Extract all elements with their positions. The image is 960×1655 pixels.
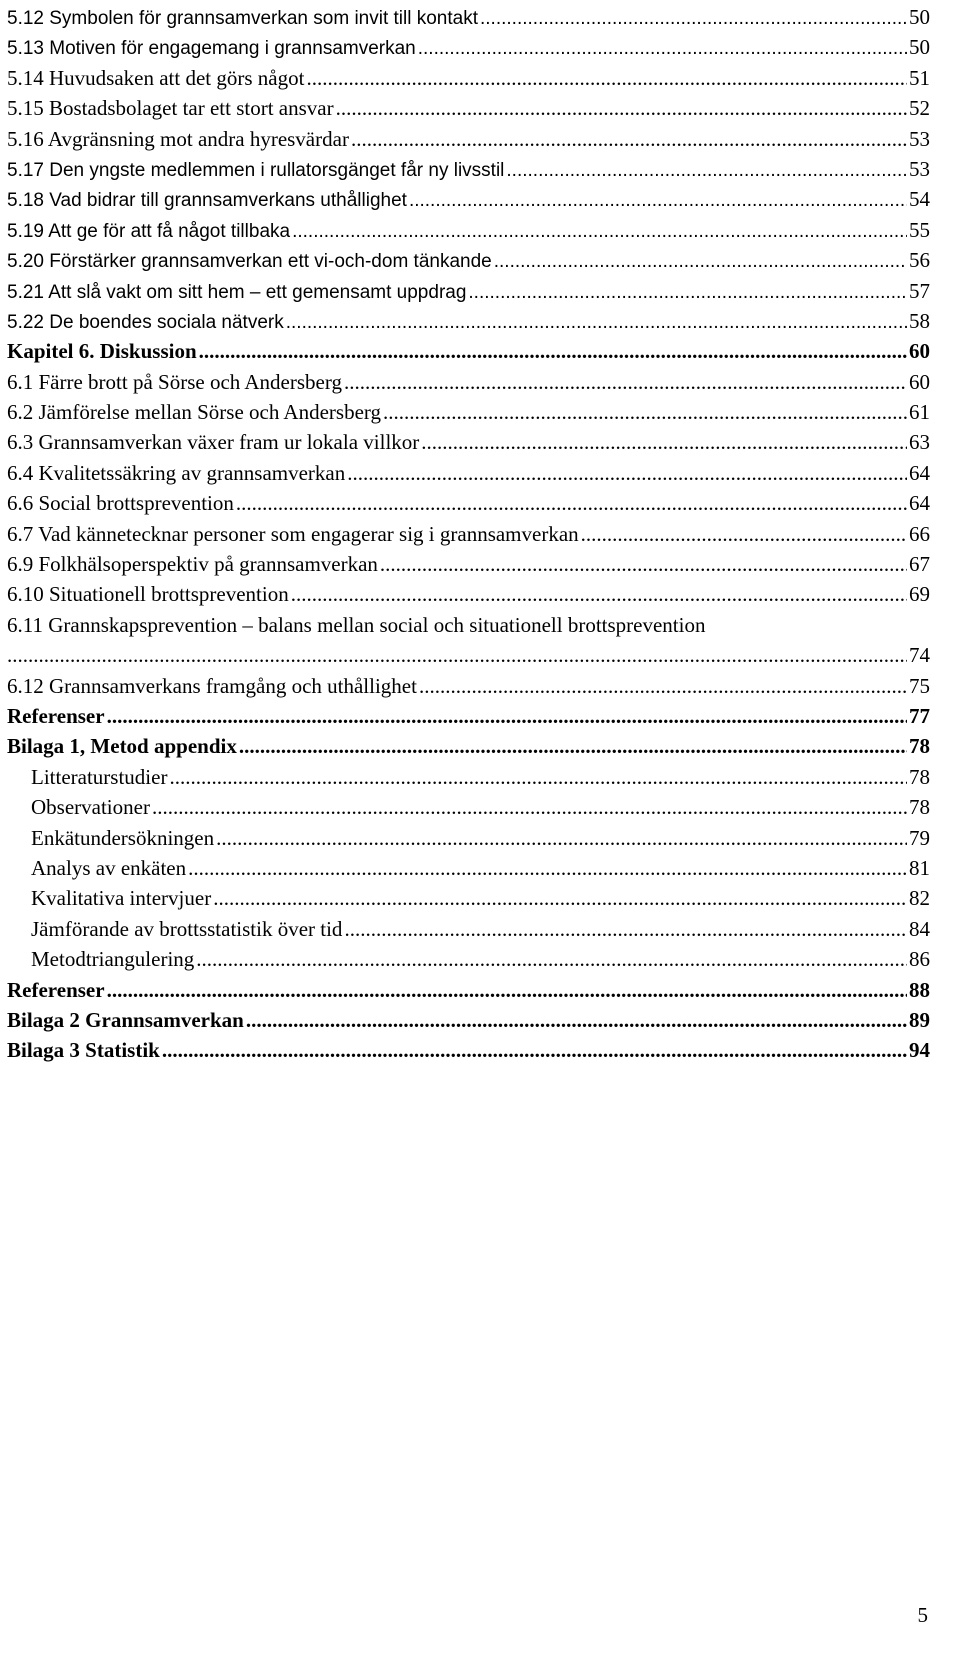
toc-entry-title: 6.9 Folkhälsoperspektiv på grannsamverkan bbox=[7, 552, 378, 577]
toc-entry-title: 5.15 Bostadsbolaget tar ett stort ansvar bbox=[7, 96, 334, 121]
toc-dot-leader bbox=[107, 975, 907, 1005]
toc-entry-page: 84 bbox=[909, 916, 930, 941]
toc-entry-title: 5.18 Vad bidrar till grannsamverkans uthållighet bbox=[7, 190, 407, 212]
toc-dot-leader bbox=[383, 397, 907, 427]
toc-entry-page: 55 bbox=[909, 217, 930, 242]
toc-entry-title: 5.22 De boendes sociala nätverk bbox=[7, 311, 284, 333]
toc-entry-page: 74 bbox=[909, 643, 930, 668]
toc-dot-leader bbox=[291, 579, 907, 609]
toc-dot-leader bbox=[7, 640, 907, 670]
toc-entry[interactable] bbox=[7, 914, 930, 944]
toc-entry-title: Litteraturstudier bbox=[31, 764, 168, 789]
toc-entry[interactable] bbox=[7, 731, 930, 761]
toc-entry[interactable] bbox=[7, 184, 930, 214]
toc-dot-leader bbox=[336, 93, 907, 123]
toc-entry[interactable] bbox=[7, 488, 930, 518]
toc-entry[interactable] bbox=[7, 458, 930, 488]
toc-entry[interactable] bbox=[7, 427, 930, 457]
toc-entry-title: 5.13 Motiven för engagemang i grannsamverkan bbox=[7, 38, 416, 60]
toc-entry-title: 5.21 Att slå vakt om sitt hem – ett gemensamt uppdrag bbox=[7, 281, 467, 303]
toc-entry-title: 5.16 Avgränsning mot andra hyresvärdar bbox=[7, 126, 349, 151]
toc-entry-page: 69 bbox=[909, 582, 930, 607]
toc-dot-leader bbox=[409, 186, 907, 216]
table-of-contents bbox=[7, 2, 930, 1066]
toc-entry[interactable] bbox=[7, 701, 930, 731]
toc-entry[interactable] bbox=[7, 367, 930, 397]
toc-dot-leader bbox=[418, 34, 907, 64]
toc-entry[interactable] bbox=[7, 245, 930, 275]
toc-entry-page: 51 bbox=[909, 65, 930, 90]
toc-entry-page: 67 bbox=[909, 552, 930, 577]
toc-entry[interactable] bbox=[7, 823, 930, 853]
toc-entry-title: 5.14 Huvudsaken att det görs något bbox=[7, 65, 305, 90]
page-number: 5 bbox=[917, 1603, 928, 1627]
toc-entry-title: Kvalitativa intervjuer bbox=[31, 886, 212, 911]
toc-entry[interactable] bbox=[7, 124, 930, 154]
toc-entry-page: 52 bbox=[909, 96, 930, 121]
toc-entry-page: 75 bbox=[909, 673, 930, 698]
toc-entry-title: Kapitel 6. Diskussion bbox=[7, 339, 197, 364]
toc-entry-title: 6.10 Situationell brottsprevention bbox=[7, 582, 289, 607]
toc-entry[interactable] bbox=[7, 306, 930, 336]
toc-entry-title: 6.12 Grannsamverkans framgång och uthållighet bbox=[7, 673, 417, 698]
toc-entry-page: 66 bbox=[909, 521, 930, 546]
toc-entry-continuation[interactable] bbox=[7, 640, 930, 670]
toc-entry[interactable] bbox=[7, 276, 930, 306]
toc-entry-page: 82 bbox=[909, 886, 930, 911]
toc-dot-leader bbox=[351, 124, 907, 154]
toc-entry[interactable] bbox=[7, 397, 930, 427]
toc-entry[interactable] bbox=[7, 975, 930, 1005]
toc-entry-title: Observationer bbox=[31, 795, 150, 820]
toc-dot-leader bbox=[344, 367, 907, 397]
toc-dot-leader bbox=[480, 4, 907, 34]
toc-entry[interactable] bbox=[7, 549, 930, 579]
toc-dot-leader bbox=[581, 519, 907, 549]
toc-entry-page: 64 bbox=[909, 491, 930, 516]
toc-entry-page: 61 bbox=[909, 400, 930, 425]
toc-entry[interactable] bbox=[7, 792, 930, 822]
toc-entry[interactable] bbox=[7, 1035, 930, 1065]
toc-entry-title: Bilaga 3 Statistik bbox=[7, 1038, 160, 1063]
toc-dot-leader bbox=[419, 671, 907, 701]
toc-dot-leader bbox=[162, 1035, 907, 1065]
toc-entry-title: 5.19 Att ge för att få något tillbaka bbox=[7, 220, 291, 242]
toc-dot-leader bbox=[380, 549, 907, 579]
toc-entry-title: Metodtriangulering bbox=[31, 947, 195, 972]
toc-entry-title: Jämförande av brottsstatistik över tid bbox=[31, 916, 343, 941]
toc-entry-page: 56 bbox=[909, 248, 930, 273]
toc-entry[interactable] bbox=[7, 215, 930, 245]
toc-entry-title: 6.3 Grannsamverkan växer fram ur lokala villkor bbox=[7, 430, 420, 455]
toc-entry-title: Bilaga 2 Grannsamverkan bbox=[7, 1007, 244, 1032]
toc-entry[interactable] bbox=[7, 883, 930, 913]
toc-entry-page: 53 bbox=[909, 126, 930, 151]
toc-dot-leader bbox=[494, 247, 907, 277]
toc-entry-page: 54 bbox=[909, 187, 930, 212]
toc-dot-leader bbox=[421, 427, 907, 457]
toc-entry-page: 86 bbox=[909, 947, 930, 972]
toc-entry[interactable] bbox=[7, 579, 930, 609]
toc-entry-page: 78 bbox=[909, 795, 930, 820]
toc-entry-page: 94 bbox=[909, 1038, 930, 1063]
toc-entry-title: Referenser bbox=[7, 977, 105, 1002]
toc-entry[interactable] bbox=[7, 93, 930, 123]
toc-entry[interactable] bbox=[7, 154, 930, 184]
toc-entry-title: Referenser bbox=[7, 703, 105, 728]
toc-entry[interactable] bbox=[7, 853, 930, 883]
toc-entry-title: 5.12 Symbolen för grannsamverkan som invit till kontakt bbox=[7, 8, 478, 29]
toc-dot-leader bbox=[306, 63, 907, 93]
toc-entry-title: 5.17 Den yngste medlemmen i rullatorsgänget får ny livsstil bbox=[7, 159, 505, 181]
toc-entry[interactable] bbox=[7, 32, 930, 62]
toc-dot-leader bbox=[344, 914, 907, 944]
toc-entry-page: 57 bbox=[909, 278, 930, 303]
toc-entry-title: 5.20 Förstärker grannsamverkan ett vi-och-dom tänkande bbox=[7, 251, 492, 273]
toc-entry-page: 77 bbox=[909, 703, 930, 728]
toc-entry-page: 78 bbox=[909, 764, 930, 789]
toc-entry[interactable] bbox=[7, 671, 930, 701]
toc-entry-title: 6.4 Kvalitetssäkring av grannsamverkan bbox=[7, 460, 346, 485]
toc-dot-leader bbox=[188, 853, 907, 883]
toc-entry-page: 78 bbox=[909, 734, 930, 759]
toc-entry-page: 60 bbox=[909, 369, 930, 394]
toc-entry-title: 6.11 Grannskapsprevention – balans mellan social och situationell brottsprevention bbox=[7, 612, 706, 637]
toc-dot-leader bbox=[292, 217, 907, 247]
toc-entry-page: 88 bbox=[909, 977, 930, 1002]
toc-entry[interactable] bbox=[7, 610, 930, 640]
toc-dot-leader bbox=[239, 731, 907, 761]
toc-dot-leader bbox=[216, 823, 907, 853]
toc-entry-page: 63 bbox=[909, 430, 930, 455]
toc-dot-leader bbox=[506, 156, 907, 186]
toc-dot-leader bbox=[236, 488, 907, 518]
toc-dot-leader bbox=[152, 792, 907, 822]
toc-entry[interactable] bbox=[7, 1005, 930, 1035]
toc-dot-leader bbox=[196, 944, 907, 974]
toc-dot-leader bbox=[169, 762, 907, 792]
toc-dot-leader bbox=[213, 883, 907, 913]
toc-entry[interactable] bbox=[7, 2, 930, 32]
toc-entry-page: 58 bbox=[909, 308, 930, 333]
toc-entry-page: 50 bbox=[909, 35, 930, 60]
toc-entry-title: 6.7 Vad kännetecknar personer som engagerar sig i grannsamverkan bbox=[7, 521, 579, 546]
toc-dot-leader bbox=[107, 701, 907, 731]
toc-dot-leader bbox=[468, 278, 907, 308]
toc-entry-title: Analys av enkäten bbox=[31, 855, 187, 880]
toc-entry[interactable] bbox=[7, 336, 930, 366]
toc-entry-title: Bilaga 1, Metod appendix bbox=[7, 734, 237, 759]
toc-entry-title: 6.2 Jämförelse mellan Sörse och Andersberg bbox=[7, 400, 382, 425]
toc-dot-leader bbox=[199, 336, 907, 366]
toc-entry-title: 6.6 Social brottsprevention bbox=[7, 491, 234, 516]
toc-entry-title: 6.1 Färre brott på Sörse och Andersberg bbox=[7, 369, 342, 394]
toc-entry[interactable] bbox=[7, 944, 930, 974]
toc-entry[interactable] bbox=[7, 519, 930, 549]
toc-entry[interactable] bbox=[7, 762, 930, 792]
toc-entry-page: 53 bbox=[909, 156, 930, 181]
toc-dot-leader bbox=[347, 458, 907, 488]
toc-entry-page: 60 bbox=[909, 339, 930, 364]
toc-entry-page: 89 bbox=[909, 1007, 930, 1032]
toc-entry-page: 50 bbox=[909, 5, 930, 29]
toc-dot-leader bbox=[246, 1005, 907, 1035]
toc-entry-title: Enkätundersökningen bbox=[31, 825, 215, 850]
toc-entry-page: 64 bbox=[909, 460, 930, 485]
toc-entry-page: 81 bbox=[909, 855, 930, 880]
toc-dot-leader bbox=[286, 308, 907, 338]
toc-entry-page: 79 bbox=[909, 825, 930, 850]
toc-entry[interactable] bbox=[7, 63, 930, 93]
